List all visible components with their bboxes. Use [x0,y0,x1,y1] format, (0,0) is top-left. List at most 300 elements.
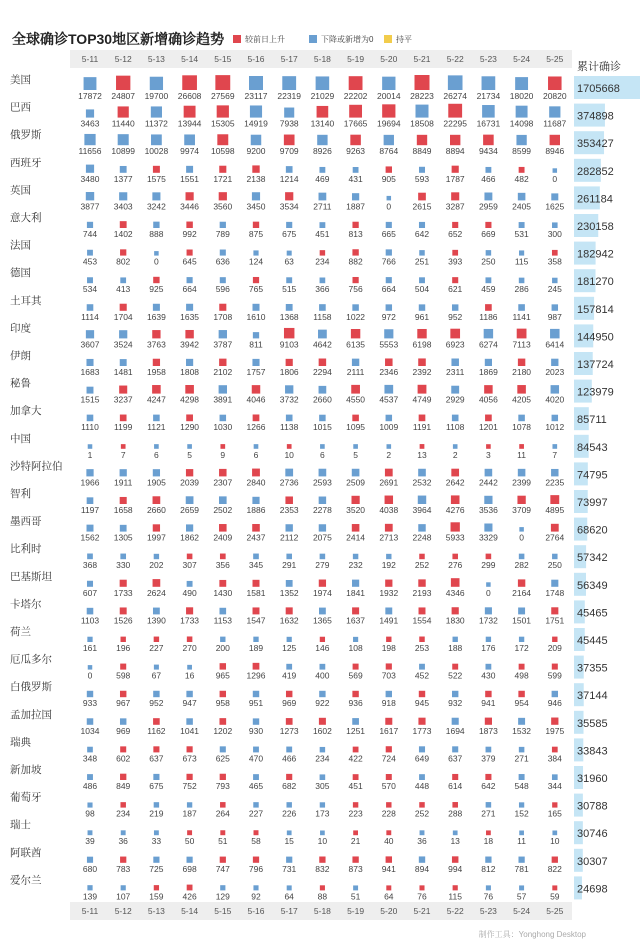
value-label: 1108 [446,422,465,433]
cumulative-value: 374898 [577,110,614,123]
value-square [286,304,293,311]
value-square [286,664,292,670]
value-label: 637 [448,753,463,764]
value-square [516,106,528,118]
value-square [352,304,359,311]
value-label: 452 [414,670,430,681]
value-label: 933 [82,698,98,709]
value-label: 958 [215,698,230,709]
value-square [154,251,159,256]
value-square [485,277,491,283]
value-label: 2111 [346,367,365,377]
value-label: 2929 [445,394,465,405]
value-square [453,885,458,890]
value-label: 1012 [545,422,565,433]
value-square [419,304,425,310]
value-label: 3877 [80,201,100,212]
value-label: 1617 [379,725,399,736]
value-label: 1562 [80,532,100,543]
value-square [84,134,95,145]
cumulative-value: 33843 [577,745,608,758]
value-square [250,105,262,117]
value-square [320,802,325,807]
value-label: 1186 [479,311,498,322]
value-square [287,885,292,890]
value-square [386,802,391,807]
value-square [518,304,525,311]
value-square [451,359,459,367]
value-square [154,885,159,890]
value-square [552,278,557,283]
value-square [485,857,491,863]
table-rows [10,73,640,901]
value-square [319,167,325,173]
value-label: 250 [481,256,496,267]
value-label: 813 [348,229,363,239]
value-label: 3450 [246,201,266,212]
value-label: 348 [82,753,98,764]
value-label: 19694 [376,118,401,129]
date-label-top-5-13: 5-13 [147,54,165,64]
table-row [10,846,608,874]
value-label: 124 [248,256,264,267]
value-square [353,554,358,559]
value-label: 2248 [412,532,432,543]
value-square [451,522,460,531]
value-square [551,193,558,200]
value-square [452,277,458,283]
value-square [319,415,325,421]
value-label: 223 [348,808,363,819]
value-square [319,691,325,697]
value-square [285,385,293,393]
value-label: 5933 [445,532,465,543]
table-row [10,763,608,791]
value-label: 1532 [512,725,532,736]
value-square [252,385,260,393]
value-label: 129 [215,891,230,902]
table-row [10,102,614,129]
value-square [552,802,557,807]
value-label: 593 [414,173,430,184]
value-label: 400 [315,670,330,681]
value-square [551,718,558,725]
value-square [186,469,193,476]
value-square [286,774,292,780]
value-square [384,385,393,394]
value-square [552,554,557,559]
value-square [153,277,159,283]
value-square [450,135,460,145]
value-square [319,580,326,587]
date-label-top-5-16: 5-16 [247,54,265,64]
date-label-top-5-14: 5-14 [181,54,199,64]
value-label: 8926 [312,146,332,157]
value-square [219,192,227,200]
value-square [552,444,557,449]
value-label: 2112 [280,532,299,543]
value-square [87,747,93,753]
value-label: 270 [182,643,197,653]
value-label: 994 [448,863,463,874]
value-square [452,774,458,780]
value-square [184,106,196,118]
value-square [154,554,159,559]
value-square [253,718,259,724]
value-label: 2311 [446,367,465,377]
value-square [349,76,363,90]
value-square [352,496,360,504]
value-square [120,580,127,587]
value-square [352,580,359,587]
value-square [220,250,226,256]
value-square [484,193,492,201]
value-label: 1581 [246,587,266,598]
country-label: 伊朗 [10,350,31,362]
value-square [352,193,359,200]
value-square [551,607,558,614]
value-square [519,278,525,284]
value-square [485,691,491,697]
legend-swatch-flat [384,35,392,43]
value-label: 6 [253,449,259,460]
cumulative-value: 1705668 [577,83,620,95]
value-square [253,885,258,890]
date-label-bottom-5-17: 5-17 [280,906,298,916]
value-label: 1481 [113,367,133,377]
cumulative-value: 84543 [577,441,608,454]
value-square [452,718,459,725]
value-square [352,222,358,228]
value-square [253,414,260,421]
value-square [253,332,259,338]
value-square [187,665,192,670]
value-label: 2307 [213,477,233,488]
value-square [484,329,493,338]
value-label: 2959 [478,201,498,212]
table-row [10,183,613,211]
value-square [485,167,491,173]
value-square [419,664,425,670]
cumulative-value: 137724 [577,359,614,371]
value-label: 115 [448,891,462,902]
value-square [452,802,458,808]
value-square [548,76,562,90]
value-label: 961 [414,311,430,322]
value-square [386,249,392,255]
value-square [87,304,94,311]
value-label: 50 [184,836,195,847]
value-label: 3534 [279,201,299,212]
value-label: 637 [149,753,164,764]
value-square [186,496,194,504]
value-label: 3536 [478,505,498,515]
date-label-top-5-23: 5-23 [479,54,497,64]
value-square [252,165,259,172]
value-square [552,664,558,670]
value-label: 675 [282,229,297,239]
value-square [87,277,93,283]
value-square [519,167,525,173]
cumulative-value: 282852 [577,165,614,178]
table-row [10,791,608,819]
value-square [87,608,94,615]
value-label: 873 [348,863,363,874]
value-label: 356 [215,560,230,571]
value-square [552,747,558,753]
value-label: 1733 [180,615,200,626]
value-square [415,75,430,90]
value-square [416,105,429,118]
value-square [352,277,358,283]
value-square [153,304,160,311]
value-square [386,304,392,310]
value-square [151,134,162,145]
value-label: 451 [315,229,330,239]
value-square [153,415,160,422]
value-label: 419 [282,670,297,681]
country-label: 白俄罗斯 [10,681,52,694]
value-label: 793 [215,781,230,791]
value-square [87,250,93,256]
value-label: 6198 [412,339,432,350]
value-square [253,747,259,753]
value-label: 3942 [180,339,200,350]
value-label: 888 [149,229,164,239]
value-label: 1932 [379,587,399,598]
value-label: 682 [282,781,297,791]
value-square [153,857,159,863]
value-square [452,856,458,862]
value-square [153,746,159,752]
value-square [286,359,293,366]
value-label: 922 [315,698,330,709]
value-square [319,193,327,201]
value-label: 10598 [210,146,235,157]
value-label: 5 [353,449,358,460]
value-square [286,415,293,422]
value-square [551,469,558,476]
country-label: 葡萄牙 [10,791,42,804]
value-label: 234 [315,256,330,267]
value-label: 107 [116,891,131,902]
value-label: 286 [514,284,529,295]
value-square [320,637,325,642]
value-label: 1201 [478,422,498,433]
table-row [10,680,608,708]
value-square [319,386,327,394]
value-square [385,718,392,725]
legend-swatch-down [309,35,317,43]
value-label: 969 [282,698,297,709]
value-label: 14098 [509,118,534,129]
value-label: 534 [82,284,98,295]
value-square [317,135,327,145]
value-square [418,193,426,201]
value-square [419,277,425,283]
value-square [551,580,558,587]
value-square [317,106,329,118]
footer-credit: 制作工具：Yonghong Desktop [478,930,586,939]
value-label: 2235 [545,477,565,488]
value-label: 664 [381,284,396,295]
value-label: 731 [282,863,297,874]
value-label: 16 [184,670,195,681]
value-square [382,104,395,117]
value-label: 227 [149,643,164,653]
value-square [418,496,426,504]
date-label-top-5-19: 5-19 [347,54,365,64]
value-square [286,277,292,283]
value-label: 522 [448,670,463,681]
value-label: 4020 [545,394,565,405]
legend-label-up: 较前日上升 [245,35,285,44]
value-label: 4550 [346,394,366,405]
value-square [320,250,325,255]
value-square [153,222,159,228]
value-label: 2039 [180,477,200,488]
value-label: 26274 [443,91,468,101]
value-square [552,222,558,228]
value-square [185,385,194,394]
value-label: 64 [284,891,294,902]
value-square [319,222,325,228]
value-square [451,495,460,504]
value-square [550,495,559,504]
value-square [319,469,327,477]
value-square [253,580,260,587]
value-square [220,746,226,752]
value-label: 11 [517,836,527,847]
value-label: 88 [317,891,328,902]
value-label: 4046 [246,394,266,405]
value-label: 368 [82,560,98,571]
value-label: 925 [149,284,164,295]
value-label: 498 [514,670,529,681]
value-square [518,718,525,725]
value-square [386,691,392,697]
value-square [187,636,193,642]
value-square [485,415,492,422]
value-label: 832 [315,863,330,874]
value-square [219,496,227,504]
value-label: 2532 [412,477,432,488]
value-label: 987 [547,311,562,322]
value-square [219,304,226,311]
date-label-bottom-5-21: 5-21 [413,906,431,916]
value-label: 802 [116,256,131,267]
value-square [120,415,127,422]
value-square [552,250,558,256]
value-label: 8599 [512,146,532,157]
value-label: 3287 [445,201,465,212]
value-square [352,524,360,532]
value-label: 2711 [313,201,332,212]
date-label-bottom-5-25: 5-25 [546,906,564,916]
value-label: 7 [120,449,126,460]
value-label: 4247 [146,394,166,405]
value-label: 703 [381,670,396,681]
value-label: 188 [448,643,463,653]
date-label-bottom-5-18: 5-18 [313,906,331,916]
value-label: 4749 [412,394,432,405]
value-square [120,304,127,311]
value-square [352,718,359,725]
value-square [121,830,126,835]
value-square [452,691,458,697]
value-square [118,106,129,117]
value-square [448,104,462,118]
value-label: 645 [182,256,197,267]
value-square [549,106,560,117]
value-square [185,330,193,338]
table-row [10,515,608,543]
value-square [452,746,458,752]
value-label: 1034 [80,725,100,736]
value-label: 649 [414,753,430,764]
value-label: 27569 [210,91,235,101]
value-label: 2659 [180,505,200,515]
value-square [486,830,491,835]
value-square [186,524,193,531]
value-square [386,222,392,228]
table-row [10,128,614,156]
value-square [120,554,126,560]
value-label: 9200 [246,146,266,157]
value-square [352,359,359,366]
value-square [353,167,359,173]
value-label: 756 [348,284,363,295]
value-square [253,802,258,807]
value-square [485,718,492,725]
value-label: 2660 [146,505,166,515]
value-label: 7938 [279,118,299,129]
value-square [553,168,558,173]
value-square [253,607,260,614]
cumulative-value: 31960 [577,773,608,785]
value-square [517,496,525,504]
value-square [483,135,494,146]
value-square [121,885,126,890]
value-square [352,415,359,422]
value-square [219,330,227,338]
value-square [249,76,263,90]
value-label: 673 [182,753,197,764]
value-square [453,444,458,449]
value-label: 264 [215,808,230,819]
value-square [386,830,391,835]
value-label: 1862 [180,532,200,543]
value-square [386,166,392,172]
value-label: 139 [82,891,98,902]
value-label: 1121 [147,422,166,433]
value-label: 1997 [146,532,166,543]
value-square [552,691,558,697]
value-square [453,637,458,642]
value-square [353,802,358,807]
value-label: 245 [547,284,562,295]
value-label: 607 [82,587,98,598]
value-square [486,554,492,560]
value-square [116,76,130,90]
value-label: 3520 [346,505,366,515]
value-label: 330 [116,560,131,571]
value-label: 4298 [180,394,200,405]
value-label: 19700 [144,91,169,101]
value-square [517,385,526,394]
value-label: 1202 [213,725,233,736]
value-label: 469 [315,173,330,184]
